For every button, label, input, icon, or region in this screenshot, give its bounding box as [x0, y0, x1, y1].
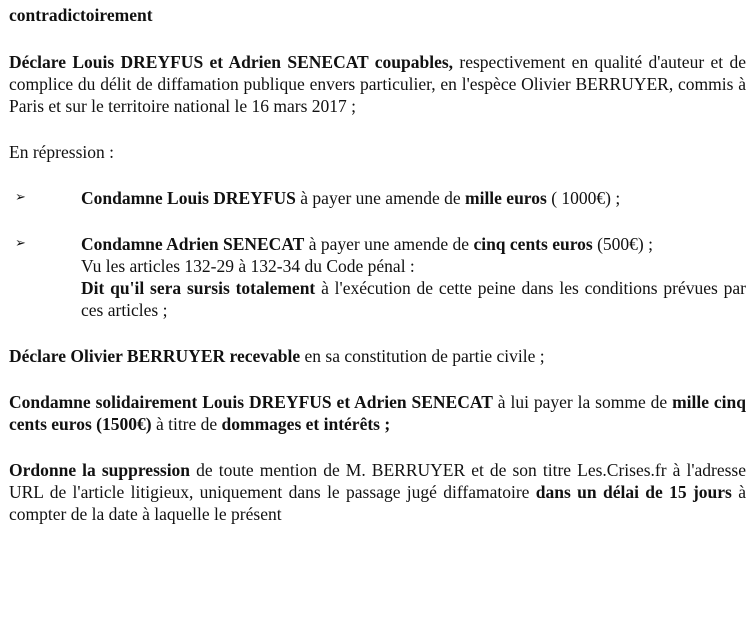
paragraph-partie-civile: Déclare Olivier BERRUYER recevable en sa constitution de partie civile ; — [9, 346, 545, 366]
text-guilty-details: respectivement en qualité d'auteur et de complice du délit de diffamation publique envers particulier, en l'espèce Olivier BERRUYER, commis à Paris et sur le territoire national le 16 mars 2017 ; — [9, 52, 746, 116]
heading-contradictoirement: contradictoirement — [9, 5, 153, 25]
paragraph-dommages: Condamne solidairement Louis DREYFUS et Adrien SENECAT à lui payer la somme de mille cinq cents euros (1500€) à titre de dommages et intérêts ; — [9, 392, 746, 434]
bullet-dreyfus-fine — [9, 187, 746, 209]
text-code-penal-articles: Vu les articles 132-29 à 132-34 du Code pénal : — [81, 256, 415, 276]
text-dreyfus-fine: Condamne Louis DREYFUS à payer une amende de mille euros ( 1000€) ; — [81, 188, 621, 208]
text-sursis: Dit qu'il sera sursis totalement à l'exécution de cette peine dans les conditions prévues par ces articles ; — [81, 278, 746, 320]
arrow-bullet-icon: ➢ — [15, 190, 26, 205]
bold-recevable: Déclare Olivier BERRUYER recevable — [9, 346, 301, 366]
bold-condamne-senecat: Condamne Adrien SENECAT — [81, 234, 305, 254]
bold-condamne-dreyfus: Condamne Louis DREYFUS — [81, 188, 296, 208]
text-senecat-fine: Condamne Adrien SENECAT à payer une amende de cinq cents euros (500€) ; — [81, 234, 653, 254]
bold-mille-euros: mille euros — [465, 188, 547, 208]
bold-somme: mille cinq cents euros (1500€) — [9, 392, 746, 434]
bold-condamne-solidairement: Condamne solidairement Louis DREYFUS et Adrien SENECAT — [9, 392, 493, 412]
arrow-bullet-icon: ➢ — [15, 236, 26, 251]
document-page — [9, 4, 746, 525]
bold-delai: dans un délai de 15 jours — [535, 482, 732, 502]
bullet-senecat-fine — [9, 233, 746, 321]
paragraph-suppression: Ordonne la suppression de toute mention de M. BERRUYER et de son titre Les.Crises.fr à l'adresse URL de l'article litigieux, uniquement dans le passage jugé diffamatoire dans un délai de 15 jours à compter de la date à laquelle le présent — [9, 460, 746, 524]
paragraph-repression: En répression : — [9, 142, 114, 162]
bold-dommages-interets: dommages et intérêts ; — [221, 414, 391, 434]
paragraph-guilty-verdict — [9, 51, 746, 117]
bold-cinq-cents-euros: cinq cents euros — [473, 234, 593, 254]
bold-sursis: Dit qu'il sera sursis totalement — [81, 278, 316, 298]
bold-ordonne-suppression: Ordonne la suppression — [9, 460, 191, 480]
bold-guilty-clause: Déclare Louis DREYFUS et Adrien SENECAT coupables, — [9, 52, 454, 72]
